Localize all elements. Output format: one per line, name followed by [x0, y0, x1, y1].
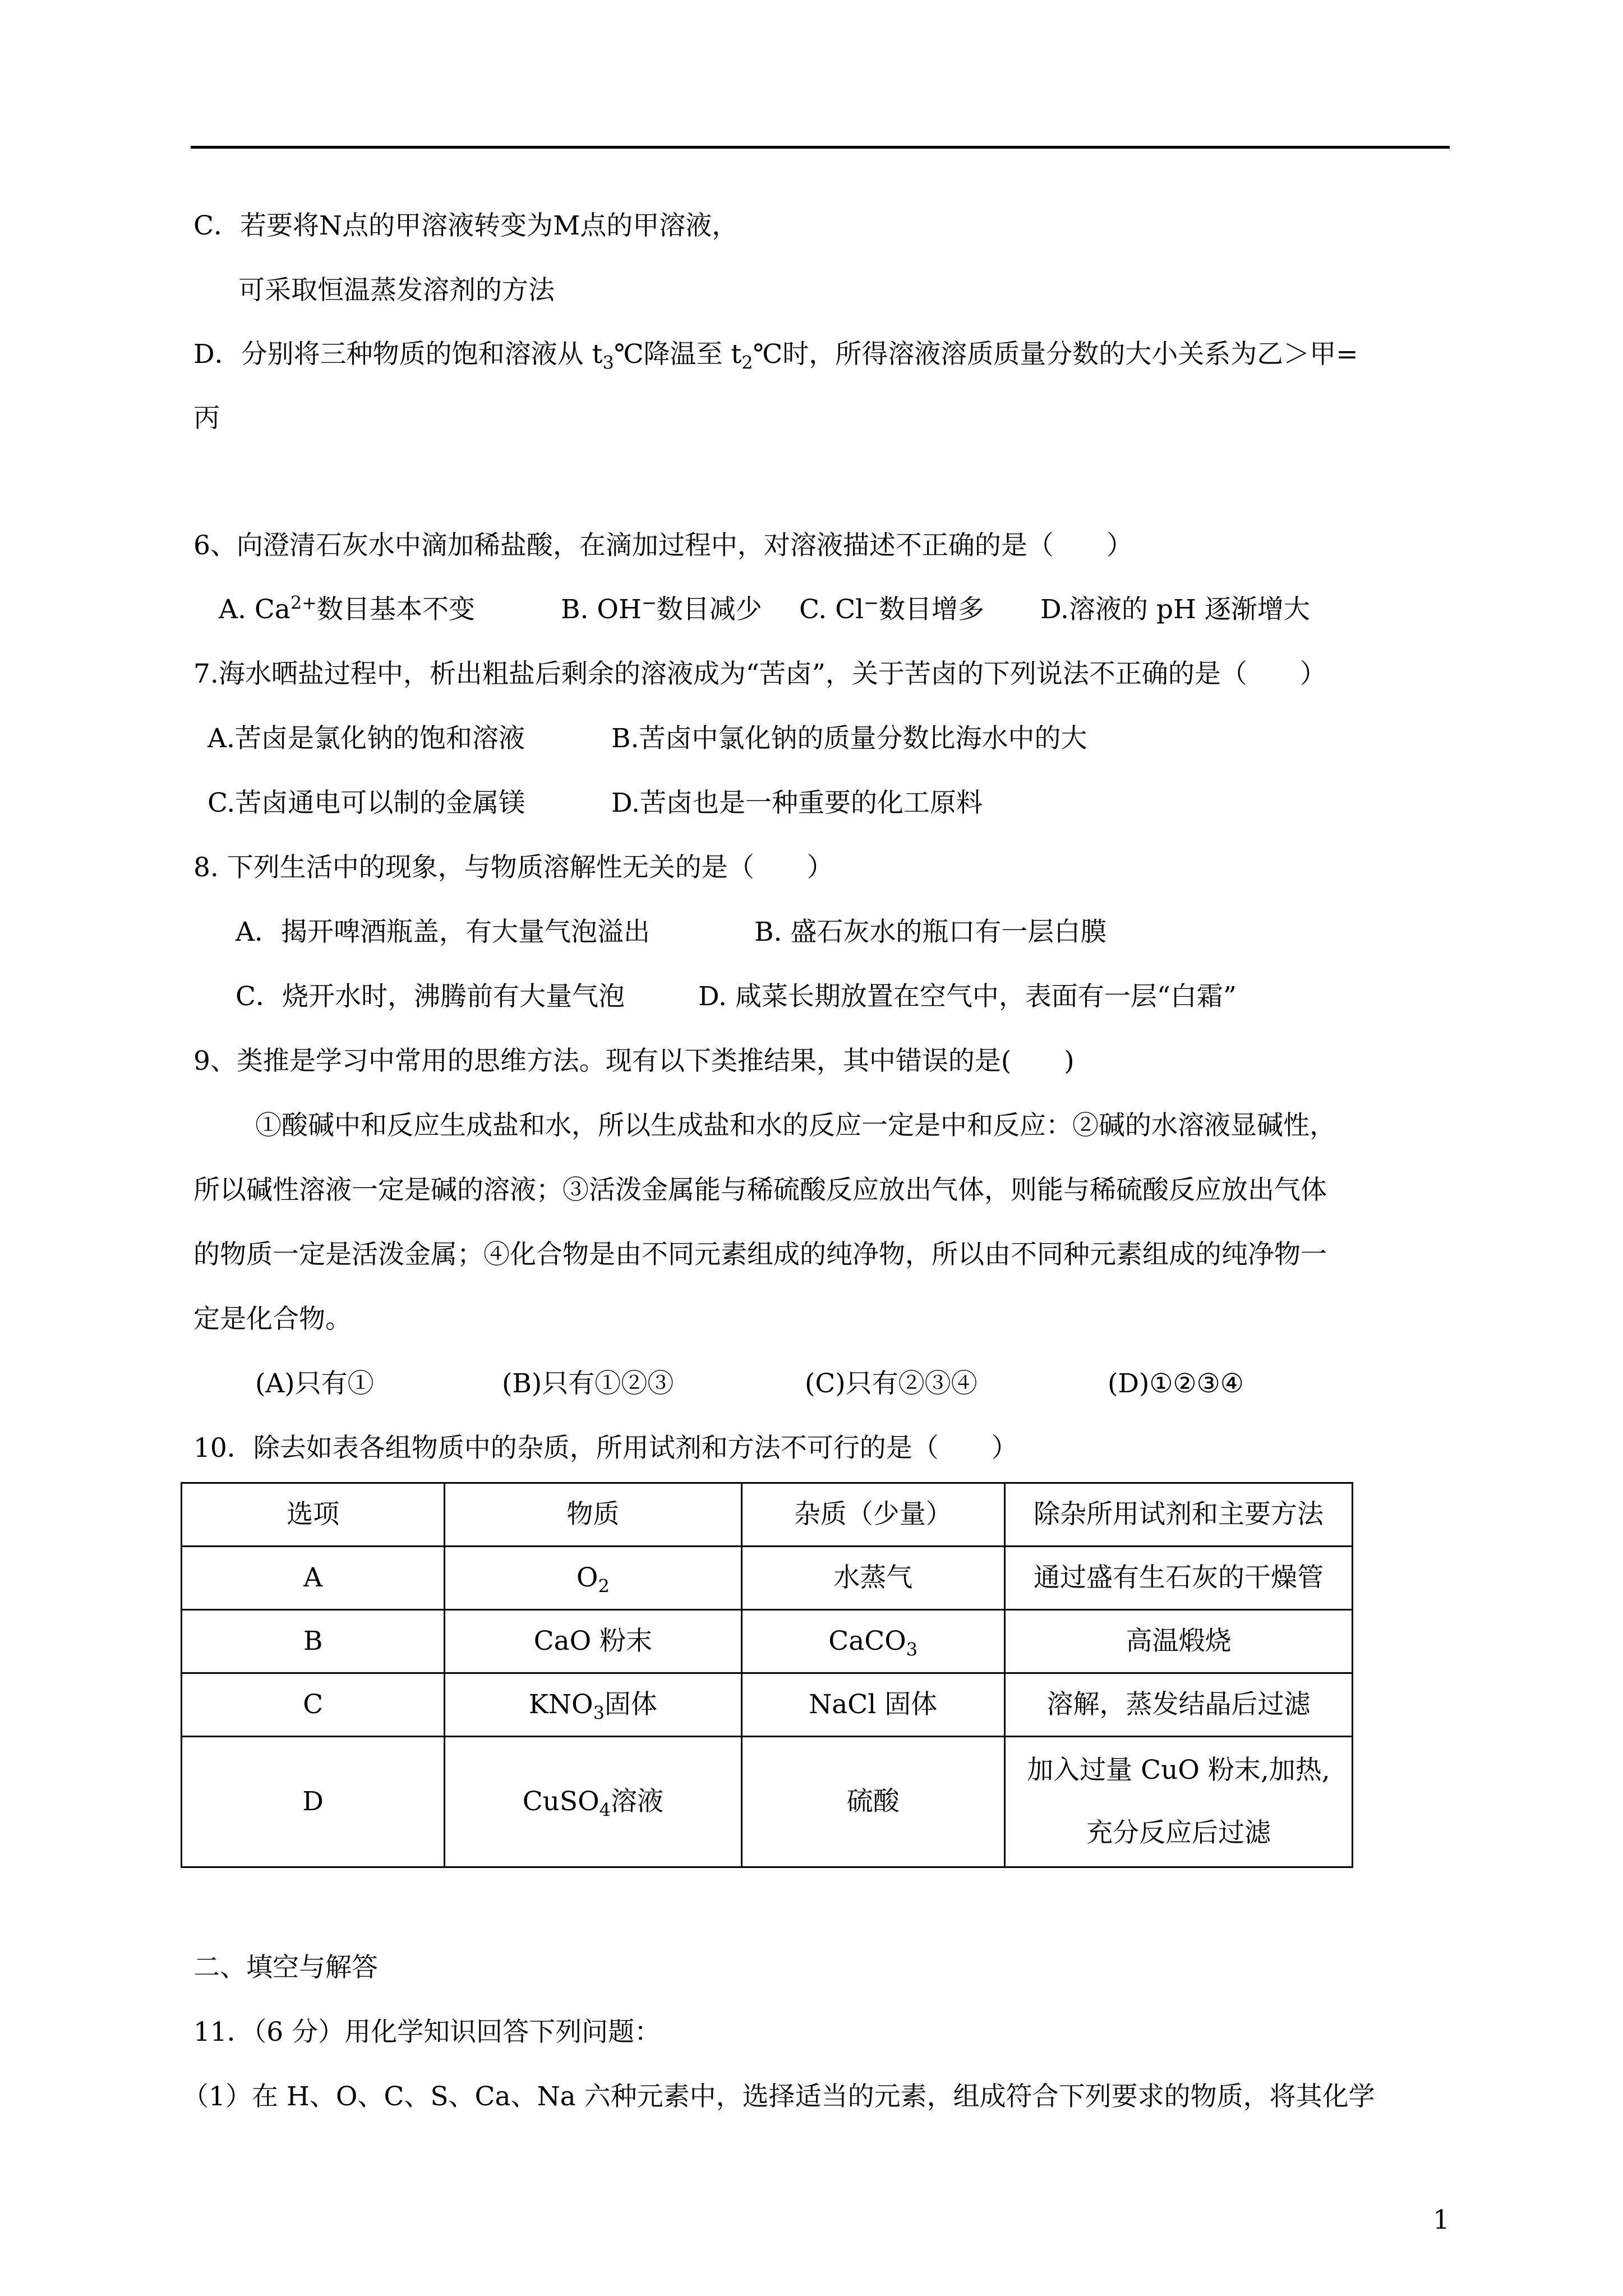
q8-option-c: C．烧开水时，沸腾前有大量气泡: [236, 981, 625, 1012]
q7-stem: 7.海水晒盐过程中，析出粗盐后剩余的溶液成为“苦卤”，关于苦卤的下列说法不正确的是（ ）: [193, 659, 1326, 689]
header-method: 除杂所用试剂和主要方法: [1004, 1483, 1352, 1547]
row-method: 加入过量 CuO 粉末,加热, 充分反应后过滤: [1004, 1737, 1352, 1867]
table-row: [182, 1737, 1353, 1867]
row-option: B: [182, 1610, 445, 1673]
row-option: D: [182, 1737, 445, 1867]
row-method: 高温煅烧: [1004, 1610, 1352, 1673]
row-impurity: CaCO$_3$: [741, 1610, 1004, 1673]
q8-option-b: B. 盛石灰水的瓶口有一层白膜: [754, 917, 1107, 947]
q7-option-c: C.苦卤通电可以制的金属镁: [208, 788, 525, 818]
q5-option-c-line1: C．若要将N点的甲溶液转变为M点的甲溶液，: [193, 210, 739, 241]
row-substance: $O_2$: [445, 1547, 741, 1610]
table-row: [182, 1610, 1353, 1673]
q5-option-d-line2: 丙: [193, 403, 220, 434]
row-impurity: 硫酸: [741, 1737, 1004, 1867]
q9-stem: 9、类推是学习中常用的思维方法。现有以下类推结果，其中错误的是( ): [193, 1046, 1075, 1076]
q9-option-b: (B)只有①②③: [502, 1368, 674, 1399]
q6-option-b: B. OH−数目减少: [561, 592, 762, 625]
q11-sub1: （1）在 H、O、C、S、Ca、Na 六种元素中，选择适当的元素，组成符合下列要求的物质，将其化学: [182, 2081, 1375, 2112]
q6-stem: 6、向澄清石灰水中滴加稀盐酸，在滴加过程中，对溶液描述不正确的是（ ）: [193, 530, 1133, 561]
q9-body-line1: ①酸碱中和反应生成盐和水，所以生成盐和水的反应一定是中和反应：②碱的水溶液显碱性，: [255, 1110, 1336, 1141]
q10-stem: 10．除去如表各组物质中的杂质，所用试剂和方法不可行的是（ ）: [193, 1433, 1018, 1464]
q9-body-line4: 定是化合物。: [193, 1304, 352, 1335]
page-number: 1: [1433, 2205, 1450, 2235]
row-substance: CuSO$_4$溶液: [445, 1737, 741, 1867]
q9-option-d: (D)①②③④: [1108, 1368, 1244, 1399]
q6-option-a: A. $Ca^{2+}$数目基本不变: [219, 592, 475, 625]
impurity-removal-table: [181, 1482, 1353, 1868]
q7-option-d: D.苦卤也是一种重要的化工原料: [611, 788, 983, 818]
q11-stem: 11．（6 分）用化学知识回答下列问题：: [193, 2017, 661, 2047]
q6-option-c: C. Cl−数目增多: [799, 592, 984, 625]
q9-body-line2: 所以碱性溶液一定是碱的溶液；③活泼金属能与稀硫酸反应放出气体，则能与稀硫酸反应放出气体: [193, 1175, 1327, 1205]
q6-option-d: D.溶液的 pH 逐渐增大: [1040, 594, 1310, 625]
table-row: [182, 1547, 1353, 1610]
q9-option-a: (A)只有①: [255, 1368, 374, 1399]
q9-option-c: (C)只有②③④: [805, 1368, 978, 1399]
q8-option-a: A．揭开啤酒瓶盖，有大量气泡溢出: [236, 917, 650, 947]
q7-option-b: B.苦卤中氯化钠的质量分数比海水中的大: [611, 723, 1087, 754]
q5-option-c-line2: 可采取恒温蒸发溶剂的方法: [238, 275, 555, 306]
table-header-row: [182, 1483, 1353, 1547]
row-substance: $KNO_3$固体: [445, 1673, 741, 1737]
q9-body-line3: 的物质一定是活泼金属；④化合物是由不同元素组成的纯净物，所以由不同种元素组成的纯净物一: [193, 1239, 1327, 1270]
row-impurity: 水蒸气: [741, 1547, 1004, 1610]
row-impurity: NaCl 固体: [741, 1673, 1004, 1737]
row-method: 溶解，蒸发结晶后过滤: [1004, 1673, 1352, 1737]
q8-option-d: D. 咸菜长期放置在空气中，表面有一层“白霜”: [698, 981, 1237, 1012]
section-title: 二、填空与解答: [193, 1952, 378, 1983]
header-rule: [191, 146, 1450, 149]
header-substance: 物质: [445, 1483, 741, 1547]
row-option: C: [182, 1673, 445, 1737]
header-option: 选项: [182, 1483, 445, 1547]
header-impurity: 杂质（少量）: [741, 1483, 1004, 1547]
row-option: A: [182, 1547, 445, 1610]
row-substance: CaO 粉末: [445, 1610, 741, 1673]
q8-stem: 8. 下列生活中的现象，与物质溶解性无关的是（ ）: [193, 852, 833, 883]
q5-option-d-line1: D．分别将三种物质的饱和溶液从 $t_3℃$降温至 $t_2℃$时，所得溶液溶质质量分数的大小关系为乙＞甲=: [193, 339, 1358, 374]
table-row: [182, 1673, 1353, 1737]
q7-option-a: A.苦卤是氯化钠的饱和溶液: [208, 723, 525, 754]
row-method: 通过盛有生石灰的干燥管: [1004, 1547, 1352, 1610]
